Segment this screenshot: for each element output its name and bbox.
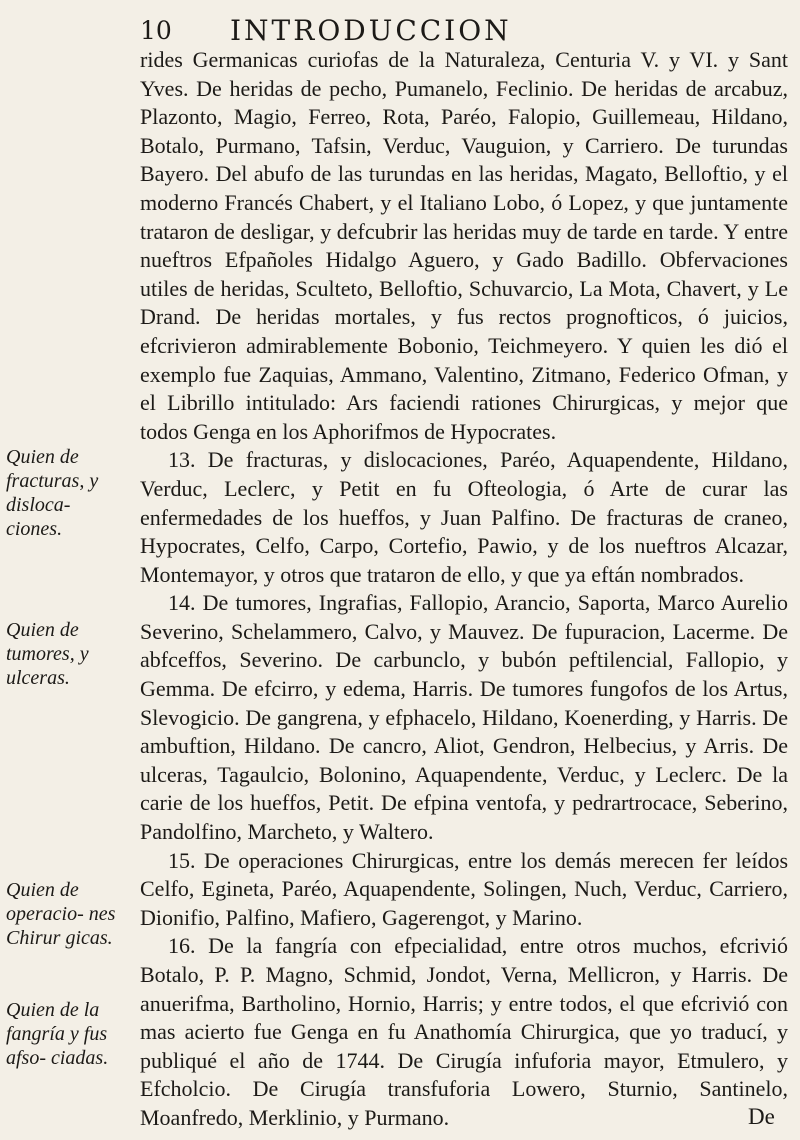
page-header	[140, 10, 780, 50]
paragraph-14: 14. De tumores, Ingrafias, Fallopio, Arancio, Saporta, Marco Aurelio Severino, Schelammero, Calvo, y Mauvez. De fupuracion, Lacerme. De abfceffos, Severino. De carbunclo, y bubón peftilencial, Fallopio, y Gemma. De efcirro, y edema, Harris. De tumores fungofos de los Artus, Slevogicio. De gangrena, y efphacelo, Hildano, Koenerding, y Harris. De ambuftion, Hildano. De cancro, Aliot, Gendron, Helbecius, y Arris. De ulceras, Tagaulcio, Bolonino, Aquapendente, Verduc, y Leclerc. De la carie de los hueffos, Petit. De efpina ventofa, y pedrartrocace, Seberino, Pandolfino, Marcheto, y Waltero.	[140, 590, 788, 845]
margin-note-sangria: Quien de la fangría y fus afso- ciadas.	[6, 999, 109, 1069]
running-title: INTRODUCCION	[230, 14, 512, 47]
body-text	[140, 46, 788, 1133]
catchword: De	[748, 1104, 775, 1129]
margin-note-operaciones: Quien de operacio- nes Chirur gicas.	[6, 879, 116, 949]
margin-note-tumores: Quien de tumores, y ulceras.	[6, 619, 89, 689]
paragraph-heridas: rides Germanicas curiofas de la Naturaleza, Centuria V. y VI. y Sant Yves. De heridas de pecho, Pumanelo, Feclinio. De heridas de arcabuz, Plazonto, Magio, Ferreo, Rota, Paréo, Falopio, Guillemeau, Hildano, Botalo, Purmano, Tafsin, Verduc, Vauguion, y Carriero. De turundas Bayero. Del abufo de las turundas en las heridas, Magato, Belloftio, y el moderno Francés Chabert, y el Italiano Lobo, ó Lopez, y que juntamente trataron de desligar, y defcubrir las heridas muy de tarde en tarde. Y entre nueftros Efpañoles Hidalgo Aguero, y Gado Badillo. Obfervaciones utiles de heridas, Sculteto, Belloftio, Schuvarcio, La Mota, Chavert, y Le Drand. De heridas mortales, y fus rectos prognofticos, ó juicios, efcrivieron admirablemente Bobonio, Teichmeyero. Y quien les dió el exemplo fue Zaquias, Ammano, Valentino, Zitmano, Federico Ofman, y el Librillo intitulado: Ars faciendi rationes Chirurgicas, y mejor que todos Genga en los Aphorifmos de Hypocrates.	[140, 47, 788, 444]
paragraph-15: 15. De operaciones Chirurgicas, entre los demás merecen fer leídos Celfo, Egineta, Paréo, Aquapendente, Solingen, Nuch, Verduc, Carriero, Dionifio, Palfino, Mafiero, Gagerengot, y Marino.	[140, 847, 788, 930]
page-number: 10	[140, 16, 172, 45]
paragraph-16: 16. De la fangría con efpecialidad, entre otros muchos, efcrivió Botalo, P. P. Magno, Schmid, Jondot, Verna, Mellicron, y Harris. De anuerifma, Bartholino, Hornio, Harris; y entre todos, el que efcrivió con mas acierto fue Genga en fu Anathomía Chirurgica, que yo traducí, y publiqué el año de 1744. De Cirugía infuforia mayor, Etmulero, y Efcholcio. De Cirugía transfuforia Lowero, Sturnio, Santinelo, Moanfredo, Merklinio, y Purmano.	[140, 933, 788, 1130]
margin-notes	[0, 0, 130, 1140]
paragraph-13: 13. De fracturas, y dislocaciones, Paréo, Aquapendente, Hildano, Verduc, Leclerc, y Petit en fu Ofteologia, ó Arte de curar las enfermedades de los hueffos, y Juan Palfino. De fracturas de craneo, Hypocrates, Celfo, Carpo, Cortefio, Pawio, y de los nueftros Alcazar, Montemayor, y otros que trataron de ello, y que ya eftán nombrados.	[140, 447, 788, 587]
margin-note-fracturas: Quien de fracturas, y disloca- ciones.	[6, 446, 99, 540]
